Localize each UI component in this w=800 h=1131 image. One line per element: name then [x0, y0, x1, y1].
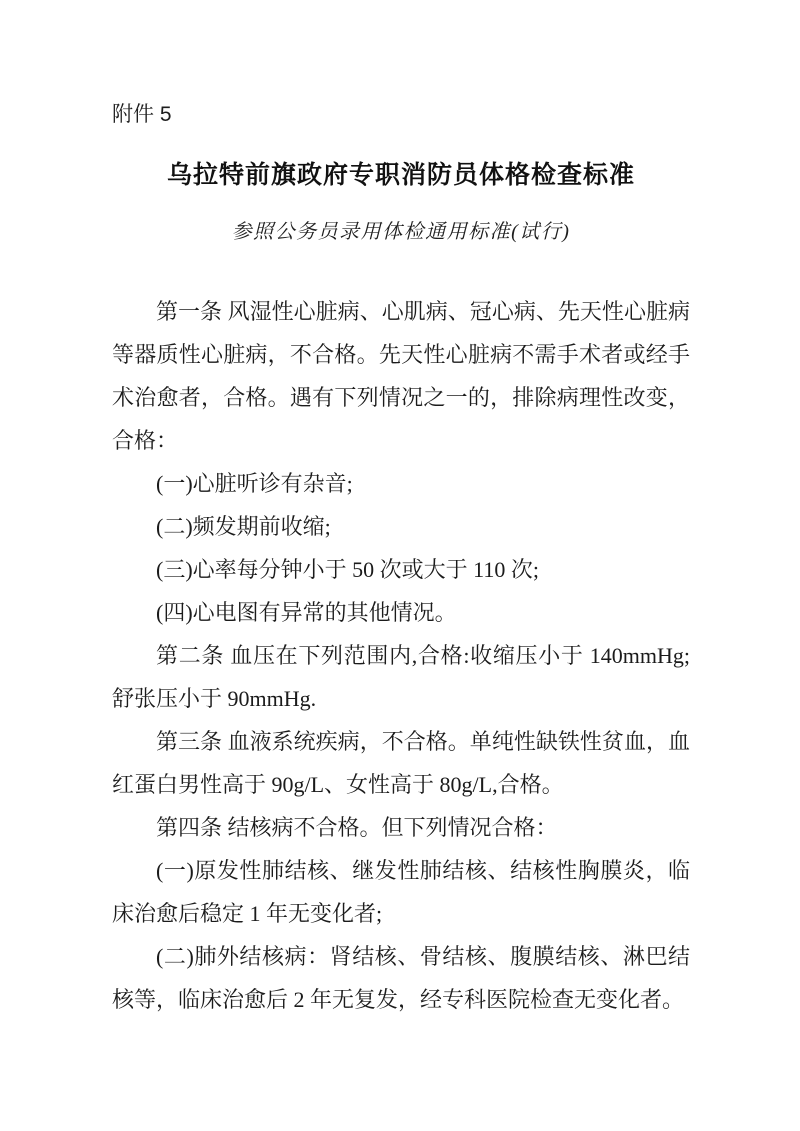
document-body [112, 290, 690, 1021]
para-article-3: 第三条 血液系统疾病，不合格。单纯性缺铁性贫血，血红蛋白男性高于 90g/L、女性高于 80g/L,合格。 [112, 729, 690, 797]
list-item-4-1: (一)原发性肺结核、继发性肺结核、结核性胸膜炎，临床治愈后稳定 1 年无变化者; [112, 858, 690, 926]
list-item-1-3: (三)心率每分钟小于 50 次或大于 110 次; [156, 557, 539, 582]
para-article-1: 第一条 风湿性心脏病、心肌病、冠心病、先天性心脏病等器质性心脏病，不合格。先天性心脏病不需手术者或经手术治愈者，合格。遇有下列情况之一的，排除病理性改变，合格： [112, 299, 690, 453]
list-item-1-4: (四)心电图有异常的其他情况。 [156, 600, 457, 625]
document-title: 乌拉特前旗政府专职消防员体格检查标准 [166, 161, 635, 189]
list-item-4-2: (二)肺外结核病：肾结核、骨结核、腹膜结核、淋巴结核等，临床治愈后 2 年无复发，经专科医院检查无变化者。 [112, 944, 690, 1012]
list-item-1-1: (一)心脏听诊有杂音; [156, 471, 353, 496]
attachment-label: 附件 5 [112, 103, 172, 126]
list-item-1-2: (二)频发期前收缩; [156, 514, 331, 539]
para-article-2: 第二条 血压在下列范围内,合格:收缩压小于 140mmHg;舒张压小于 90mmHg. [112, 643, 690, 711]
document-subtitle: 参照公务员录用体检通用标准(试行) [231, 221, 571, 243]
para-article-4: 第四条 结核病不合格。但下列情况合格： [156, 815, 558, 840]
